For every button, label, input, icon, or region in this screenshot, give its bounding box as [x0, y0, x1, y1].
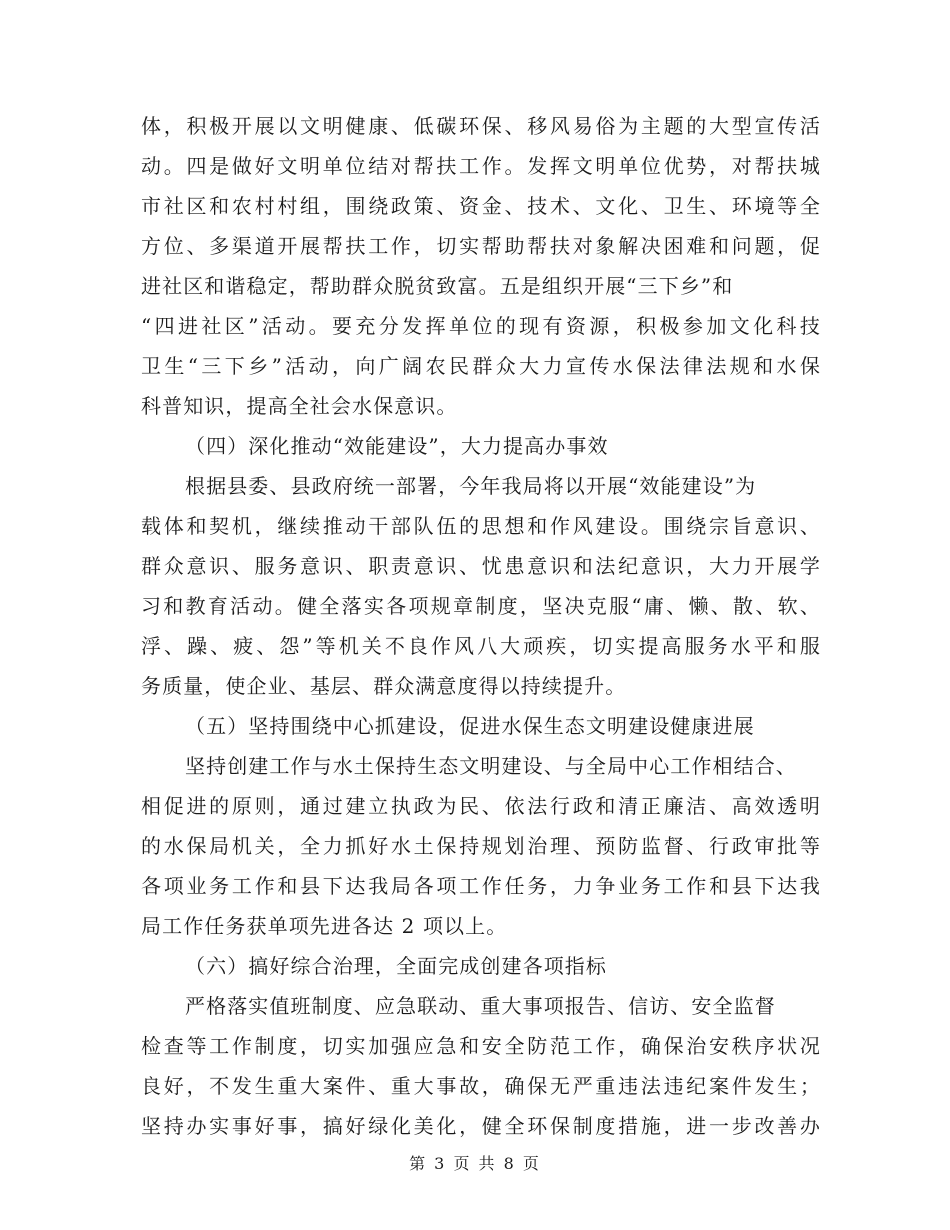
text-line: 严格落实值班制度、应急联动、重大事项报告、信访、安全监督	[185, 994, 776, 1018]
text-line: 良好，不发生重大案件、重大事故，确保无严重违法违纪案件发生；	[141, 1074, 821, 1098]
page-footer: 第 3 页 共 8 页	[409, 1154, 541, 1173]
text-line: 群众意识、服务意识、职责意识、忧患意识和法纪意识，大力开展学	[141, 554, 821, 578]
text-line: 务质量，使企业、基层、群众满意度得以持续提升。	[141, 674, 627, 698]
text-line: 进社区和谐稳定，帮助群众脱贫致富。五是组织开展“三下乡”和	[141, 274, 734, 298]
text-line: 坚持办实事好事，搞好绿化美化，健全环保制度措施，进一步改善办	[141, 1114, 821, 1138]
text-line: 检查等工作制度，切实加强应急和安全防范工作，确保治安秩序状况	[141, 1034, 821, 1058]
text-line: 相促进的原则，通过建立执政为民、依法行政和清正廉洁、高效透明	[141, 794, 821, 818]
text-line: 市社区和农村村组，围绕政策、资金、技术、文化、卫生、环境等全	[141, 194, 821, 218]
text-line: 动。四是做好文明单位结对帮扶工作。发挥文明单位优势，对帮扶城	[141, 154, 821, 178]
text-line: 局工作任务获单项先进各达 2 项以上。	[141, 914, 508, 938]
section-heading: （五）坚持围绕中心抓建设，促进水保生态文明建设健康进展	[185, 714, 755, 738]
text-line: “四进社区”活动。要充分发挥单位的现有资源，积极参加文化科技	[141, 314, 821, 338]
text-line: 的水保局机关，全力抓好水土保持规划治理、预防监督、行政审批等	[141, 834, 821, 858]
text-line: 载体和契机，继续推动干部队伍的思想和作风建设。围绕宗旨意识、	[141, 514, 821, 538]
text-line: 科普知识，提高全社会水保意识。	[141, 394, 458, 418]
document-body	[141, 106, 821, 1146]
text-line: 各项业务工作和县下达我局各项工作任务，力争业务工作和县下达我	[141, 874, 821, 898]
section-heading: （六）搞好综合治理，全面完成创建各项指标	[185, 954, 607, 978]
text-line: 习和教育活动。健全落实各项规章制度，坚决克服“庸、懒、散、软、	[141, 594, 821, 618]
text-line: 坚持创建工作与水土保持生态文明建设、与全局中心工作相结合、	[185, 754, 797, 778]
text-line: 体，积极开展以文明健康、低碳环保、移风易俗为主题的大型宣传活	[141, 114, 821, 138]
text-line: 卫生“三下乡”活动，向广阔农民群众大力宣传水保法律法规和水保	[141, 354, 821, 378]
text-line: 根据县委、县政府统一部署，今年我局将以开展“效能建设”为	[185, 474, 757, 498]
text-line: 方位、多渠道开展帮扶工作，切实帮助帮扶对象解决困难和问题，促	[141, 234, 821, 258]
section-heading: （四）深化推动“效能建设”，大力提高办事效	[185, 434, 609, 458]
text-line: 浮、躁、疲、怨”等机关不良作风八大顽疾，切实提高服务水平和服	[141, 634, 821, 658]
